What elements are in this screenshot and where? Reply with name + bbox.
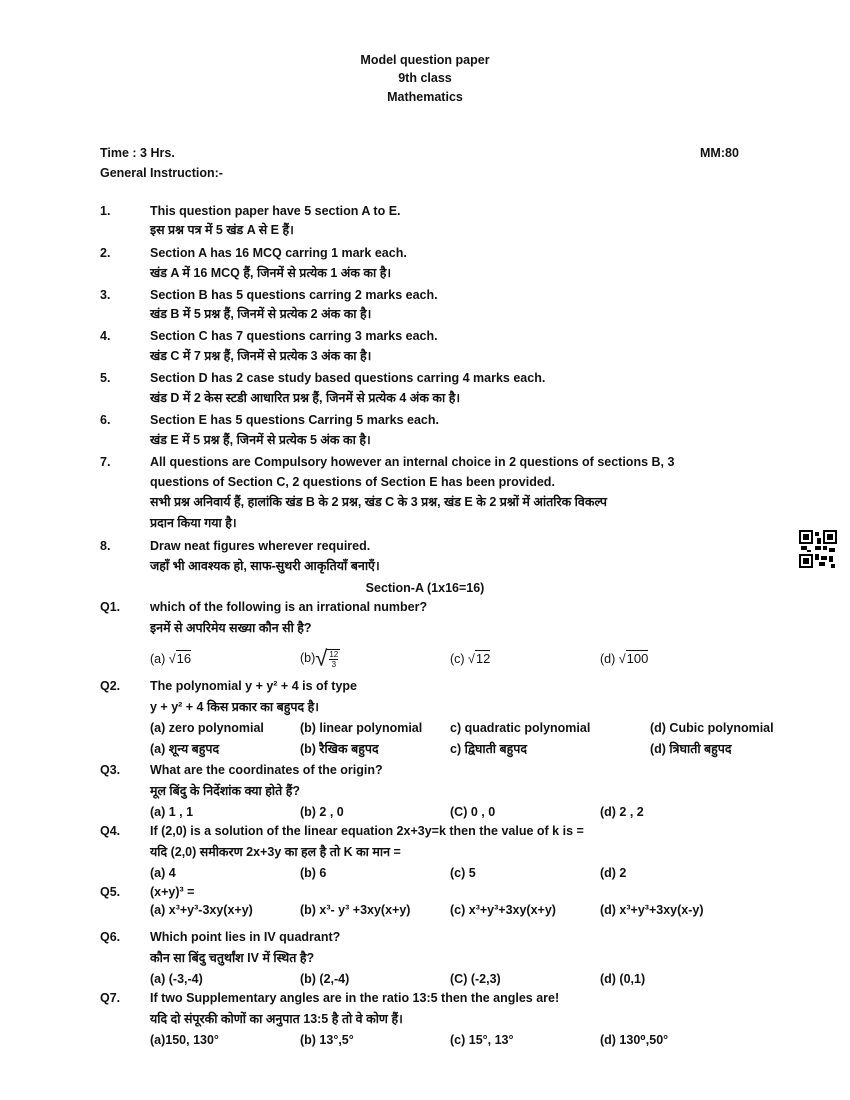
instruction-number: 4.: [100, 329, 111, 343]
instruction-line: खंड C में 7 प्रश्न हैं, जिनमें से प्रत्येक 3 अंक का है।: [150, 349, 372, 363]
q1-option-a: (a) √16: [150, 651, 192, 666]
q4-text-en: If (2,0) is a solution of the linear equation 2x+3y=k then the value of k is =: [150, 824, 584, 838]
q5-option-b: (b) x³- y³ +3xy(x+y): [300, 903, 411, 917]
q3-text-hi: मूल बिंदु के निर्देशांक क्या होते हैं?: [150, 784, 300, 798]
instruction-number: 8.: [100, 539, 111, 553]
max-marks: MM:80: [700, 146, 739, 160]
subject-label: Mathematics: [387, 90, 463, 104]
instruction-line: This question paper have 5 section A to E.: [150, 204, 401, 218]
q2-text-en: The polynomial y + y² + 4 is of type: [150, 679, 358, 693]
q2-option-a-hi: (a) शून्य बहुपद: [150, 742, 220, 756]
instruction-line: All questions are Compulsory however an internal choice in 2 questions of sections B, 3: [150, 455, 675, 469]
instruction-line: Section A has 16 MCQ carring 1 mark each.: [150, 246, 407, 260]
class-label: 9th class: [398, 71, 452, 85]
q7-option-c: (c) 15°, 13°: [450, 1033, 514, 1047]
q3-option-a: (a) 1 , 1: [150, 805, 194, 819]
q1-option-b: (b)√ $\frac{12}{3}$: [300, 645, 339, 671]
q4-number: Q4.: [100, 824, 121, 838]
qr-code: [799, 530, 837, 568]
instruction-line: जहाँ भी आवश्यक हो, साफ-सुथरी आकृतियाँ बनाएँ।: [150, 559, 380, 573]
instruction-line: सभी प्रश्न अनिवार्य हैं, हालांकि खंड B के 2 प्रश्न, खंड C के 3 प्रश्न, खंड E के 2 प्रश्नों में आंतरिक विकल्प: [150, 495, 607, 509]
q6-number: Q6.: [100, 930, 121, 944]
q7-text-en: If two Supplementary angles are in the ratio 13:5 then the angles are!: [150, 991, 560, 1005]
q2-option-a-en: (a) zero polynomial: [150, 721, 264, 735]
instruction-number: 3.: [100, 288, 111, 302]
q2-option-c-en: c) quadratic polynomial: [450, 721, 591, 735]
q7-option-b: (b) 13°,5°: [300, 1033, 354, 1047]
q3-text-en: What are the coordinates of the origin?: [150, 763, 383, 777]
instruction-line: Draw neat figures wherever required.: [150, 539, 371, 553]
q6-option-c: (C) (-2,3): [450, 972, 501, 986]
q3-option-b: (b) 2 , 0: [300, 805, 344, 819]
q4-option-d: (d) 2: [600, 866, 627, 880]
section-a-heading: Section-A (1x16=16): [365, 581, 485, 595]
paper-title: Model question paper: [360, 53, 490, 67]
q7-number: Q7.: [100, 991, 121, 1005]
q5-option-d: (d) x³+y³+3xy(x-y): [600, 903, 704, 917]
q5-option-c: (c) x³+y³+3xy(x+y): [450, 903, 556, 917]
q4-option-a: (a) 4: [150, 866, 176, 880]
instruction-line: Section B has 5 questions carring 2 marks each.: [150, 288, 438, 302]
q2-option-d-hi: (d) त्रिघाती बहुपद: [650, 742, 732, 756]
q2-number: Q2.: [100, 679, 121, 693]
q6-option-a: (a) (-3,-4): [150, 972, 203, 986]
instruction-line: Section C has 7 questions carring 3 marks each.: [150, 329, 438, 343]
q7-text-hi: यदि दो संपूरकी कोणों का अनुपात 13:5 है तो वे कोण हैं।: [150, 1012, 403, 1026]
q2-text-hi: y + y² + 4 किस प्रकार का बहुपद है।: [150, 700, 319, 714]
q1-text-en: which of the following is an irrational number?: [150, 600, 428, 614]
q5-option-a: (a) x³+y³-3xy(x+y): [150, 903, 253, 917]
q1-option-c: (c) √12: [450, 651, 491, 666]
q2-option-c-hi: c) द्विघाती बहुपद: [450, 742, 527, 756]
q5-text-en: (x+y)³ =: [150, 885, 195, 899]
instruction-line: Section E has 5 questions Carring 5 marks each.: [150, 413, 439, 427]
q6-option-d: (d) (0,1): [600, 972, 646, 986]
q7-option-d: (d) 130⁰,50°: [600, 1033, 669, 1047]
instruction-number: 7.: [100, 455, 111, 469]
q6-text-hi: कौन सा बिंदु चतुर्थांश IV में स्थित है?: [150, 951, 315, 965]
q2-option-b-en: (b) linear polynomial: [300, 721, 423, 735]
instruction-line: questions of Section C, 2 questions of Section E has been provided.: [150, 475, 555, 489]
instruction-line: खंड D में 2 केस स्टडी आधारित प्रश्न हैं, जिनमें से प्रत्येक 4 अंक का है।: [150, 391, 461, 405]
q6-text-en: Which point lies in IV quadrant?: [150, 930, 341, 944]
instruction-number: 5.: [100, 371, 111, 385]
instruction-line: प्रदान किया गया है।: [150, 516, 237, 530]
q4-text-hi: यदि (2,0) समीकरण 2x+3y का हल है तो K का मान =: [150, 845, 401, 859]
q1-number: Q1.: [100, 600, 121, 614]
instruction-number: 1.: [100, 204, 111, 218]
general-instruction-heading: General Instruction:-: [100, 166, 223, 180]
q3-option-c: (C) 0 , 0: [450, 805, 496, 819]
instruction-number: 6.: [100, 413, 111, 427]
instruction-number: 2.: [100, 246, 111, 260]
q7-option-a: (a)150, 130°: [150, 1033, 219, 1047]
q6-option-b: (b) (2,-4): [300, 972, 350, 986]
q2-option-d-en: (d) Cubic polynomial: [650, 721, 774, 735]
q1-option-d: (d) √100: [600, 651, 649, 666]
time-label: Time : 3 Hrs.: [100, 146, 175, 160]
q1-text-hi: इनमें से अपरिमेय सख्या कौन सी है?: [150, 621, 312, 635]
q2-option-b-hi: (b) रैखिक बहुपद: [300, 742, 379, 756]
instruction-line: खंड A में 16 MCQ हैं, जिनमें से प्रत्येक 1 अंक का है।: [150, 266, 392, 280]
instruction-line: खंड E में 5 प्रश्न हैं, जिनमें से प्रत्येक 5 अंक का है।: [150, 433, 371, 447]
instruction-line: खंड B में 5 प्रश्न हैं, जिनमें से प्रत्येक 2 अंक का है।: [150, 307, 372, 321]
q3-number: Q3.: [100, 763, 121, 777]
instruction-line: Section D has 2 case study based questions carring 4 marks each.: [150, 371, 546, 385]
instruction-line: इस प्रश्न पत्र में 5 खंड A से E हैं।: [150, 223, 294, 237]
q4-option-b: (b) 6: [300, 866, 327, 880]
q3-option-d: (d) 2 , 2: [600, 805, 644, 819]
q4-option-c: (c) 5: [450, 866, 476, 880]
q5-number: Q5.: [100, 885, 121, 899]
